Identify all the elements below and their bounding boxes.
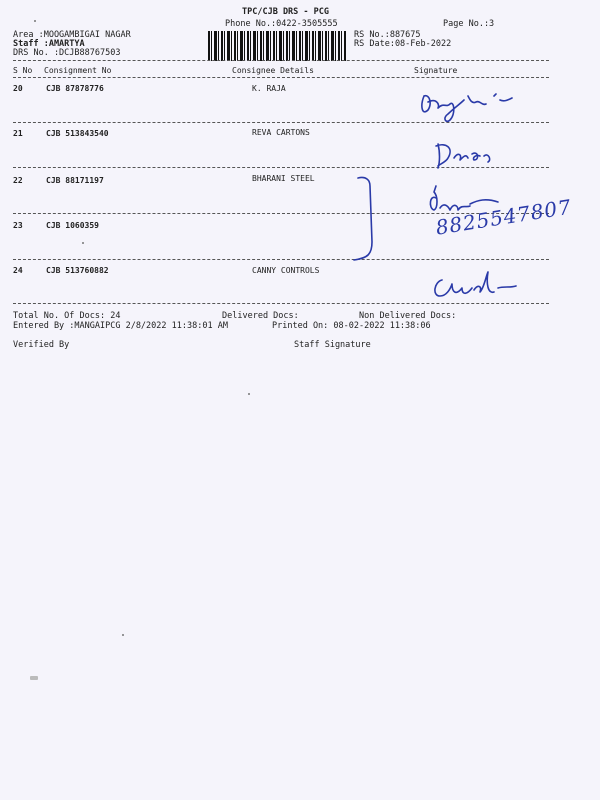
signature-row-21 — [432, 136, 512, 172]
document-title: TPC/CJB DRS - PCG — [242, 7, 329, 17]
speck-mark — [82, 242, 84, 244]
speck-mark — [122, 634, 124, 636]
speck-mark — [248, 393, 250, 395]
row-consignment-no: CJB 513843540 — [46, 129, 109, 138]
verified-by: Verified By — [13, 340, 70, 350]
delivered-docs: Delivered Docs: — [222, 311, 299, 321]
row-sno: 20 — [13, 84, 23, 93]
phone-number: Phone No.:0422-3505555 — [225, 19, 338, 29]
row-consignment-no: CJB 88171197 — [46, 176, 104, 185]
page-number: Page No.:3 — [443, 19, 495, 29]
speck-mark — [30, 676, 38, 680]
signature-bracket — [348, 172, 382, 264]
row-divider — [13, 259, 549, 260]
row-sno: 23 — [13, 221, 23, 230]
signature-row-24 — [428, 266, 528, 306]
speck-mark — [34, 20, 36, 22]
divider — [13, 60, 549, 61]
row-sno: 22 — [13, 176, 23, 185]
row-sno: 21 — [13, 129, 23, 138]
rs-date: RS Date:08-Feb-2022 — [354, 39, 452, 49]
entered-by: Entered By :MANGAIPCG 2/8/2022 11:38:01 AM — [13, 321, 228, 331]
row-consignee: CANNY CONTROLS — [252, 266, 320, 275]
row-consignment-no: CJB 513760882 — [46, 266, 109, 275]
column-header-consignee: Consignee Details — [232, 66, 314, 75]
drs-number: DRS No. :DCJB88767503 — [13, 48, 121, 58]
row-consignee: REVA CARTONS — [252, 128, 310, 137]
row-consignee: K. RAJA — [252, 84, 286, 93]
barcode — [208, 31, 346, 61]
printed-on: Printed On: 08-02-2022 11:38:06 — [272, 321, 431, 331]
total-docs: Total No. Of Docs: 24 — [13, 311, 121, 321]
divider — [13, 77, 549, 78]
staff-signature: Staff Signature — [294, 340, 371, 350]
row-sno: 24 — [13, 266, 23, 275]
area-field: Area :MOOGAMBIGAI NAGAR — [13, 30, 131, 40]
row-consignment-no: CJB 87878776 — [46, 84, 104, 93]
column-header-consignment: Consignment No — [44, 66, 112, 75]
non-delivered-docs: Non Delivered Docs: — [359, 311, 457, 321]
row-consignment-no: CJB 1060359 — [46, 221, 99, 230]
row-consignee: BHARANI STEEL — [252, 174, 315, 183]
rs-number: RS No.:887675 — [354, 30, 421, 40]
signature-row-20 — [410, 84, 520, 126]
column-header-signature: Signature — [414, 66, 458, 75]
handwritten-phone-number: 8825547807 — [434, 194, 574, 240]
staff-field: Staff :AMARTYA — [13, 39, 85, 49]
column-header-sno: S No — [13, 66, 33, 75]
